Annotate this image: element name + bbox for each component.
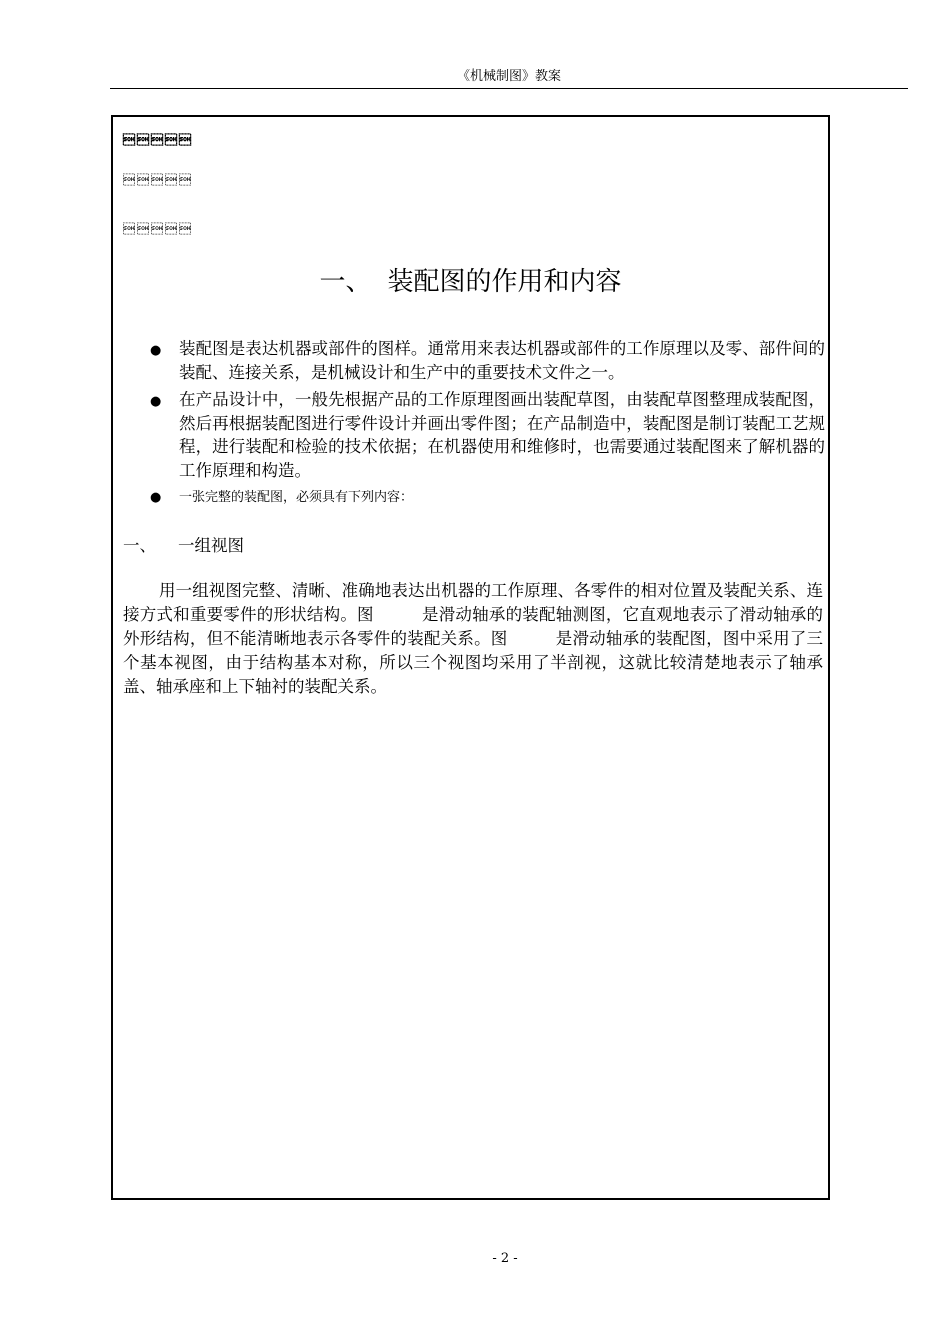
list-item-text: 一张完整的装配图，必须具有下列内容： [179, 490, 414, 505]
header-rule [110, 88, 908, 89]
list-item [143, 388, 825, 482]
garbled-heading-line:  [123, 222, 193, 236]
paragraph-part: 用一组视图完整、清晰、准确地表达出机器的工作原理、各零件的相对位置及装配关系、连接方式和重要零件的形状结构。图 [123, 581, 823, 624]
paragraph-part: 是滑动轴承的装配轴测图，它直观地表示了滑动轴承的外形结构，但不能清晰地表示各零件的装配关系。图 [123, 605, 824, 648]
list-item-text: 在产品设计中，一般先根据产品的工作原理图画出装配草图，由装配草图整理成装配图，然后再根据装配图进行零件设计并画出零件图；在产品制造中，装配图是制订装配工艺规程，进行装配和检验的技术依据；在机器使用和维修时，也需要通过装配图来了解机器的工作原理和构造。 [179, 390, 825, 480]
bullet-icon: ● [150, 343, 162, 358]
subsection-text: 一组视图 [178, 536, 244, 555]
subsection-number: 一、 [123, 536, 156, 555]
garbled-heading-line:  [123, 133, 193, 147]
list-item [143, 337, 825, 384]
running-header: 《机械制图》教案 [456, 69, 561, 84]
paragraph-part: 是滑动轴承的装配图，图中采用了三个基本视图，由于结构基本对称，所以三个视图均采用了半剖视，这就比较清楚地表示了轴承盖、轴承座和上下轴衬的装配关系。 [123, 629, 824, 696]
garbled-heading-line:  [123, 173, 193, 187]
section-title [113, 265, 828, 299]
lesson-plan-frame [111, 115, 830, 1200]
subsection-heading [123, 534, 244, 558]
list-item-text: 装配图是表达机器或部件的图样。通常用来表达机器或部件的工作原理以及零、部件间的装配、连接关系，是机械设计和生产中的重要技术文件之一。 [179, 339, 825, 382]
bullet-icon: ● [150, 394, 162, 409]
page-number: - 2 - [492, 1251, 518, 1266]
section-title-text: 装配图的作用和内容 [387, 267, 622, 297]
body-paragraph [123, 579, 823, 699]
list-item [143, 486, 825, 510]
section-title-number: 一、 [319, 267, 372, 297]
bullet-list [143, 337, 825, 514]
bullet-icon: ● [150, 490, 162, 505]
